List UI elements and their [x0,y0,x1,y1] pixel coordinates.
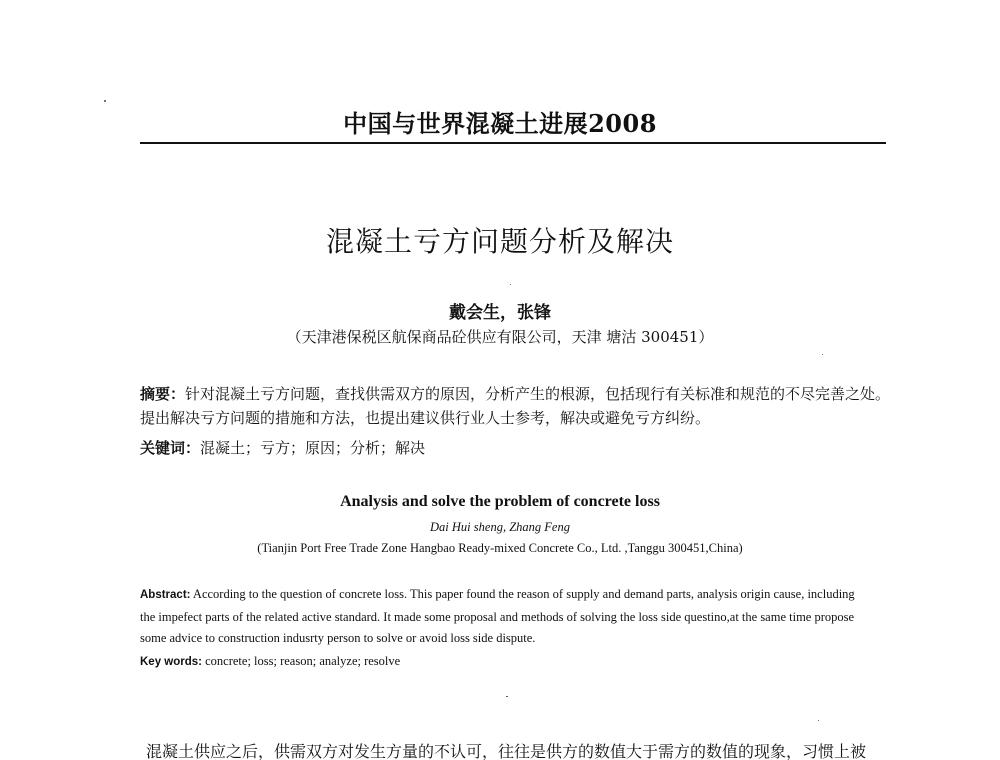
affiliation-en: (Tianjin Port Free Trade Zone Hangbao Ready-mixed Concrete Co., Ltd. ,Tanggu 300451,China) [257,541,743,555]
abstract-cn-text: 针对混凝土亏方问题，查找供需双方的原因，分析产生的根源，包括现行有关标准和规范的不尽完善之处。提出解决亏方问题的措施和方法，也提出建议供行业人士参考，解决或避免亏方纠纷。 [140,385,891,427]
abstract-en-text: According to the question of concrete loss. This paper found the reason of supply and demand parts, analysis origin cause, including the impefect parts of the related active standard. It made some proposal and methods of solving the loss side questino,at the same time propose some advice to construction indusrty person to solve or avoid loss side dispute. [140,587,855,645]
abstract-cn [140,382,900,430]
keywords-en [140,651,860,674]
scan-speck [510,284,511,285]
authors-cn: 戴会生，张锋 [449,303,551,323]
keywords-cn [140,436,900,460]
paper-title-cn: 混凝土亏方问题分析及解决 [325,225,674,258]
header-rule [140,142,886,144]
keywords-cn-text: 混凝土；亏方；原因；分析；解决 [200,439,426,457]
scan-speck [506,696,508,697]
abstract-cn-label: 摘要： [140,385,186,403]
running-head-title: 中国与世界混凝土进展2008 [343,109,657,138]
keywords-en-text: concrete; loss; reason; analyze; resolve [202,654,401,668]
body-text-first-line: 混凝土供应之后，供需双方对发生方量的不认可，往往是供方的数值大于需方的数值的现象，习惯上被 [146,742,867,760]
keywords-cn-label: 关键词： [140,439,201,457]
scan-speck [818,720,819,721]
keywords-en-label: Key words: [140,656,202,668]
affiliation-cn: （天津港保税区航保商品砼供应有限公司，天津 塘沽 300451） [286,328,714,346]
paper-title-en: Analysis and solve the problem of concrete loss [340,493,660,510]
scan-speck [104,100,106,102]
scan-speck [822,354,823,355]
abstract-en [140,584,860,650]
authors-en: Dai Hui sheng, Zhang Feng [430,520,570,534]
abstract-en-label: Abstract: [140,589,191,601]
